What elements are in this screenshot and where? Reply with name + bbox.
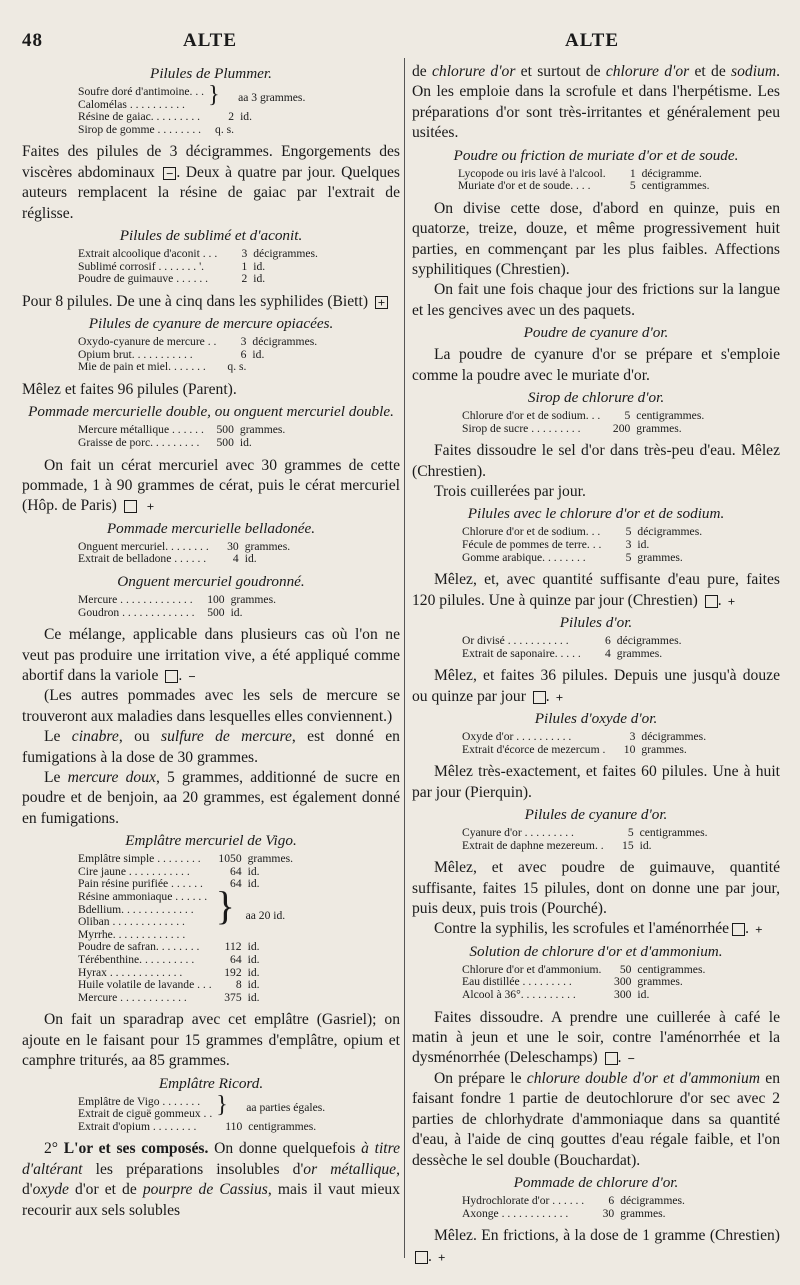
formula-table [78,541,290,566]
ingredient-unit: grammes. [247,852,294,866]
formula-title: Pilules de sublimé et d'aconit. [119,227,303,244]
section-heading: L'or et ses composés. [63,1140,209,1158]
ingredient-qty: 500 [216,435,234,449]
ingredient: Or divisé . . . . . . . . . . . [462,634,569,648]
ingredient: Graisse de porc. . . . . . . . . [78,435,200,449]
ingredient-unit: id. [247,864,260,878]
paragraph: On prépare le chlorure double d'or et d'ammonium en faisant fondre 1 partie de deutochlorure d'or sec avec 2 parties de chlorhydrate d'ammoniaque dans sa quantité d'eau, à l'aide de cinq gouttes d'eau régale faible, et l'on dessèche le sel double (Bouchardat). [412,1069,780,1169]
paragraph: On fait un sparadrap avec cet emplâtre (Gasriel); on ajoute en le faisant pour 15 grammes d'emplâtre, opium et camphre triturés, aa 85 grammes. [22,1011,400,1070]
ingredient-unit: grammes. [616,646,663,660]
ingredient-unit: centigrammes. [639,826,708,840]
ingredient: Mie de pain et miel. . . . . . . [78,360,206,374]
ingredient-unit: id. [639,838,652,852]
ingredient-qty: 4 [605,646,611,660]
ingredient-unit: décigrammes. [252,335,318,349]
ingredient-unit: id. [244,552,257,566]
paragraph: Mêlez, et avec poudre de guimauve, quantité suffisante, faites 15 pilules, dont on donne une par jour, puis deux, puis trois (Pourché). [412,859,780,918]
formula-table [462,526,702,564]
ingredient-qty: 5 [625,550,632,564]
minus-symbol-icon: − [605,1052,618,1065]
ingredient-unit [238,124,305,137]
paragraph: Faites dissoudre le sel d'or dans très-peu d'eau. Mêlez (Chrestien). [412,442,780,480]
paragraph: Mêlez, et, avec quantité suffisante d'eau pure, faites 120 pilules. Une à quinze par jour (Chrestien) +. [412,571,780,609]
ingredient-unit: id. [247,952,260,966]
brace: } [208,82,220,108]
ingredient-unit: décigrammes. [641,730,707,744]
ingredient: Bdellium. . . . . . . . . . . . . [78,902,194,916]
formula-title: Pilules d'or. [559,614,633,632]
ingredient-unit: décigrammes. [620,1193,685,1207]
table-row [78,954,293,967]
ingredient-qty: 100 [207,592,225,606]
ingredient: Emplâtre de Vigo . . . . . . . [78,1094,201,1108]
ingredient: Extrait d'écorce de mezercum . [462,742,606,756]
paragraph: Mêlez et faites 96 pilules (Parent). [22,380,237,398]
ingredient-unit [250,361,317,374]
paragraph: Faites dissoudre. A prendre une cuillerée à café le matin à jeun et une le soir, contre l'aménorrhée et la dysménorrhée (Deleschamps) −. [412,1008,780,1067]
plus-symbol-icon: + [705,595,718,608]
ingredient-unit: grammes. [637,975,683,989]
ingredient-qty: 1 [241,259,248,273]
right-column [412,62,780,1267]
ingredient-qty: 2 [241,272,248,286]
formula-title: Pilules de Plummer. [150,65,272,82]
formula-title: Pommade mercurielle belladonée. [106,519,316,537]
table-row [78,992,293,1005]
ingredient: Fécule de pommes de terre. . . [462,538,602,552]
ingredient: Sublimé corrosif . . . . . . . '. [78,259,205,273]
formula-title: Emplâtre Ricord. [158,1074,264,1092]
ingredient-qty: 5 [629,179,636,193]
ingredient: Chlorure d'or et de sodium. . . [462,409,601,423]
formula-title: Poudre ou friction de muriate d'or et de soude. [453,146,739,164]
formula-table [78,82,306,136]
ingredient-unit: id. [253,272,266,286]
ingredient-unit: grammes. [230,592,276,606]
ingredient-qty: 64 [230,877,242,891]
ingredient-qty: 5 [627,826,634,840]
ingredient-unit: id. [247,877,260,891]
ingredient-qty: 3 [629,730,636,744]
ingredient-unit: id. [247,965,260,979]
ingredient-qty: aa parties égales. [246,1100,326,1114]
ingredient-qty: 3 [625,538,632,552]
ingredient: Hyrax . . . . . . . . . . . . . [78,965,183,979]
ingredient-qty: q. s. [227,360,247,374]
formula-title: Emplâtre mercuriel de Vigo. [125,832,297,850]
table-row [78,891,293,904]
ingredient-qty: 30 [602,1206,615,1220]
ingredient-qty: 64 [230,952,242,966]
paragraph: (Les autres pommades avec les sels de mercure se trouveront aux maladies dans lesquelles elles conviennent.) [22,687,400,725]
paragraph: Mêlez, et faites 36 pilules. Depuis une jusqu'à douze ou quinze par jour +. [412,667,780,705]
ingredient: Calomélas . . . . . . . . . . [78,97,185,111]
formula-title: Pilules de cyanure d'or. [524,806,668,824]
ingredient-qty: 300 [614,975,632,989]
ingredient-qty: 500 [207,605,225,619]
ingredient: Sirop de gomme . . . . . . . . [78,122,202,136]
ingredient: Emplâtre simple . . . . . . . . [78,852,201,866]
ingredient-qty: q. s. [215,122,235,136]
formula-table [78,248,318,286]
plus-symbol-icon: + [415,1251,428,1264]
ingredient-qty: 1 [629,166,636,180]
ingredient: Extrait de saponaire. . . . . [462,646,581,660]
ingredient-unit: grammes. [244,539,291,553]
ingredient: Oliban . . . . . . . . . . . . . [78,915,185,929]
brace: } [215,883,235,928]
paragraph: On fait une fois chaque jour des frictions sur la langue et les gencives avec un des paquets. [412,281,780,319]
ingredient-qty: 1050 [218,852,242,866]
formula-title: Pilules avec le chlorure d'or et de sodium. [467,505,725,523]
ingredient-unit: id. [239,435,252,449]
paragraph: Faites des pilules de 3 décigrammes. Engorgements des viscères abdominaux − . Deux à quatre par jour. Quelques auteurs remplacent la résine de gaiac par l'extrait de réglisse. [22,143,400,222]
ingredient: Oxydo-cyanure de mercure . . [78,335,217,349]
paragraph: Ce mélange, applicable dans plusieurs cas où l'on ne veut pas produire une irritation vive, a été appliqué comme abortif dans la variole −. [22,626,400,684]
ingredient-qty: 5 [625,525,632,539]
ingredient: Hydrochlorate d'or . . . . . . [462,1193,585,1207]
paragraph: Le cinabre, ou sulfure de mercure, est donné en fumigations à la dose de 30 grammes. [22,728,400,766]
formula-title: Pilules d'oxyde d'or. [534,710,658,728]
ingredient-qty: 6 [608,1193,615,1207]
ingredient-unit: id. [247,990,260,1004]
ingredient: Extrait de daphne mezereum. . [462,838,604,852]
ingredient: Myrrhe. . . . . . . . . . . . . [78,927,186,941]
ingredient-qty: 10 [623,742,636,756]
ingredient: Axonge . . . . . . . . . . . . [462,1206,569,1220]
ingredient-unit: décigrammes. [637,525,703,539]
plus-symbol-icon: + [533,691,546,704]
paragraph: 2° L'or et ses composés. On donne quelquefois à titre d'altérant les préparations insolubles d'or métallique, d'oxyde d'or et de pourpre de Cassius, mais il vaut mieux recourir aux sels solubles [22,1140,401,1219]
ingredient-qty: 5 [624,409,631,423]
ingredient: Résine de gaiac. . . . . . . . . [78,110,201,124]
ingredient-qty: 6 [605,634,611,648]
plus-symbol-icon: + [732,923,745,936]
formula-table [78,594,276,619]
formula-table [462,410,704,435]
ingredient: Cire jaune . . . . . . . . . . . [78,864,190,878]
ingredient-qty: 6 [240,347,247,361]
ingredient: Extrait d'opium . . . . . . . . [78,1119,197,1133]
ingredient: Résine ammoniaque . . . . . . [78,890,208,903]
column-divider [404,58,405,1258]
ingredient-unit: centigrammes. [636,409,705,423]
paragraph: Mêlez. En frictions, à la dose de 1 gramme (Chrestien) +. [412,1226,780,1267]
paragraph: On divise cette dose, d'abord en quinze, puis en quatorze, treize, douze, et même progressivement huit parties, en commençant par les plus faibles. Affections syphilitiques (Chrestien). [412,199,780,279]
left-column [22,62,400,1221]
ingredient: Gomme arabique. . . . . . . . [462,550,586,564]
ingredient-qty: 112 [224,940,242,954]
ingredient-unit: id. [240,110,252,124]
formula-table [78,853,293,1004]
formula-title: Sirop de chlorure d'or. [527,389,665,407]
formula-table [462,635,682,660]
paragraph: Le mercure doux, 5 grammes, additionné de sucre en poudre et de benjoin, aa 20 grammes, est également donné en fumigations. [22,769,400,827]
ingredient-qty: 2 [228,110,235,124]
formula-table [78,1091,326,1134]
paragraph: Contre la syphilis, les scrofules et l'aménorrhée +. [434,920,763,938]
ingredient: Poudre de guimauve . . . . . . [78,272,209,286]
formula-table [462,731,706,756]
ingredient-qty: 3 [241,247,248,260]
ingredient: Soufre doré d'antimoine. . . [78,85,205,98]
ingredient: Extrait de ciguë gommeux . . [78,1107,213,1121]
ingredient: Extrait de belladone . . . . . . [78,552,207,566]
ingredient-unit: grammes. [620,1206,666,1220]
running-title-left: ALTE [183,30,237,51]
ingredient-qty: 192 [224,965,242,979]
table-row [78,979,293,992]
ingredient: Muriate d'or et de soude. . . . [458,179,591,193]
ingredient-qty: 50 [619,962,632,976]
ingredient-qty: 64 [230,864,242,878]
paragraph: de chlorure d'or et surtout de chlorure d'or et de sodium. On les emploie dans la scrofule et dans l'herpétisme. Les préparations d'or sont très-irritantes et généralement peu usitées. [412,63,780,142]
ingredient: Mercure . . . . . . . . . . . . . [78,592,193,606]
ingredient: Mercure . . . . . . . . . . . . [78,990,187,1004]
page-number: 48 [22,30,43,51]
formula-title: Pommade de chlorure d'or. [513,1173,679,1191]
brace: } [216,1091,228,1118]
plus-symbol-icon: + [375,296,388,309]
ingredient-qty: 4 [232,552,239,566]
ingredient: Oxyde d'or . . . . . . . . . . [462,730,572,744]
ingredient: Cyanure d'or . . . . . . . . . [462,826,574,840]
formula-table [462,827,708,852]
ingredient-unit: id. [247,940,260,954]
formula-title: Poudre de cyanure d'or. [523,324,669,342]
ingredient-qty: 500 [216,423,234,437]
ingredient: Huile volatile de lavande . . . [78,978,212,992]
ingredient-qty: 375 [224,990,242,1004]
paragraph: On fait un cérat mercuriel avec 30 grammes de cette pommade, 1 à 90 grammes de cérat, puis le cérat mercuriel (Hôp. de Paris) + [22,456,400,515]
ingredient-unit: grammes. [239,423,286,437]
ingredient-unit: id. [252,347,265,361]
ingredient-qty: 30 [227,539,239,553]
ingredient: Poudre de safran. . . . . . . . [78,940,200,954]
ingredient-unit: id. [247,978,260,992]
formula-table [458,168,710,193]
ingredient-unit: décigrammes. [616,634,682,648]
ingredient-qty: 8 [235,978,242,992]
minus-symbol-icon: − [165,670,178,683]
ingredient-qty: 200 [612,421,631,435]
ingredient-unit: id. [253,259,266,273]
ingredient-unit: id. [637,538,650,552]
formula-table [78,336,317,374]
running-title-right: ALTE [565,30,619,51]
ingredient-qty: 300 [614,988,632,1002]
ingredient-qty: aa 3 grammes. [238,91,306,105]
ingredient: Chlorure d'or et d'ammonium. [462,962,602,976]
ingredient: Térébenthine. . . . . . . . . . [78,952,195,966]
formula-table [78,424,285,449]
ingredient-unit: décigramme. [641,166,702,180]
ingredient-unit: décigrammes. [253,247,318,260]
paragraph: Pour 8 pilules. De une à cinq dans les syphilides (Biett) + [22,292,400,312]
ingredient: Lycopode ou iris lavé à l'alcool. [458,166,606,180]
formula-title: Solution de chlorure d'or et d'ammonium. [469,942,723,960]
ingredient-unit: id. [637,988,650,1002]
ingredient-unit: centigrammes. [248,1119,317,1133]
ingredient-unit: id. [230,605,243,619]
ingredient-unit: grammes. [641,742,687,756]
ingredient-unit: grammes. [637,550,683,564]
paragraph: Mêlez très-exactement, et faites 60 pilules. Une à huit par jour (Pierquin). [412,763,780,801]
formula-table [462,964,705,1002]
ingredient: Pain résine purifiée . . . . . . [78,877,203,891]
ingredient: Alcool à 36°. . . . . . . . . . [462,988,576,1002]
ingredient: Sirop de sucre . . . . . . . . . [462,421,581,435]
ingredient: Mercure métallique . . . . . . [78,423,204,437]
ingredient: Opium brut. . . . . . . . . . . [78,347,193,361]
paragraph: Trois cuillerées par jour. [434,483,586,501]
ingredient: Chlorure d'or et de sodium. . . [462,525,601,539]
paragraph: La poudre de cyanure d'or se prépare et s'emploie comme la poudre avec le muriate d'or. [412,346,780,384]
formula-title: Onguent mercuriel goudronné. [117,572,305,590]
formula-table [462,1195,685,1220]
ingredient-qty: 15 [622,838,634,852]
ingredient-qty: aa 20 id. [245,908,286,922]
table-row [78,853,293,866]
ingredient: Goudron . . . . . . . . . . . . . [78,605,195,619]
ingredient: Eau distillée . . . . . . . . . [462,975,572,989]
ingredient-qty: 110 [225,1119,243,1133]
ingredient-unit: centigrammes. [641,179,710,193]
plus-symbol-icon: + [124,500,137,513]
ingredient: Extrait alcoolique d'aconit . . . [78,247,218,260]
formula-title: Pilules de cyanure de mercure opiacées. [88,315,334,333]
minus-symbol-icon: − [163,167,176,180]
ingredient-unit: centigrammes. [637,962,706,976]
formula-title: Pommade mercurielle double, ou onguent mercuriel double. [28,403,394,421]
ingredient-qty: 3 [240,335,247,349]
ingredient: Onguent mercuriel. . . . . . . . [78,539,209,553]
ingredient-unit: grammes. [636,421,682,435]
